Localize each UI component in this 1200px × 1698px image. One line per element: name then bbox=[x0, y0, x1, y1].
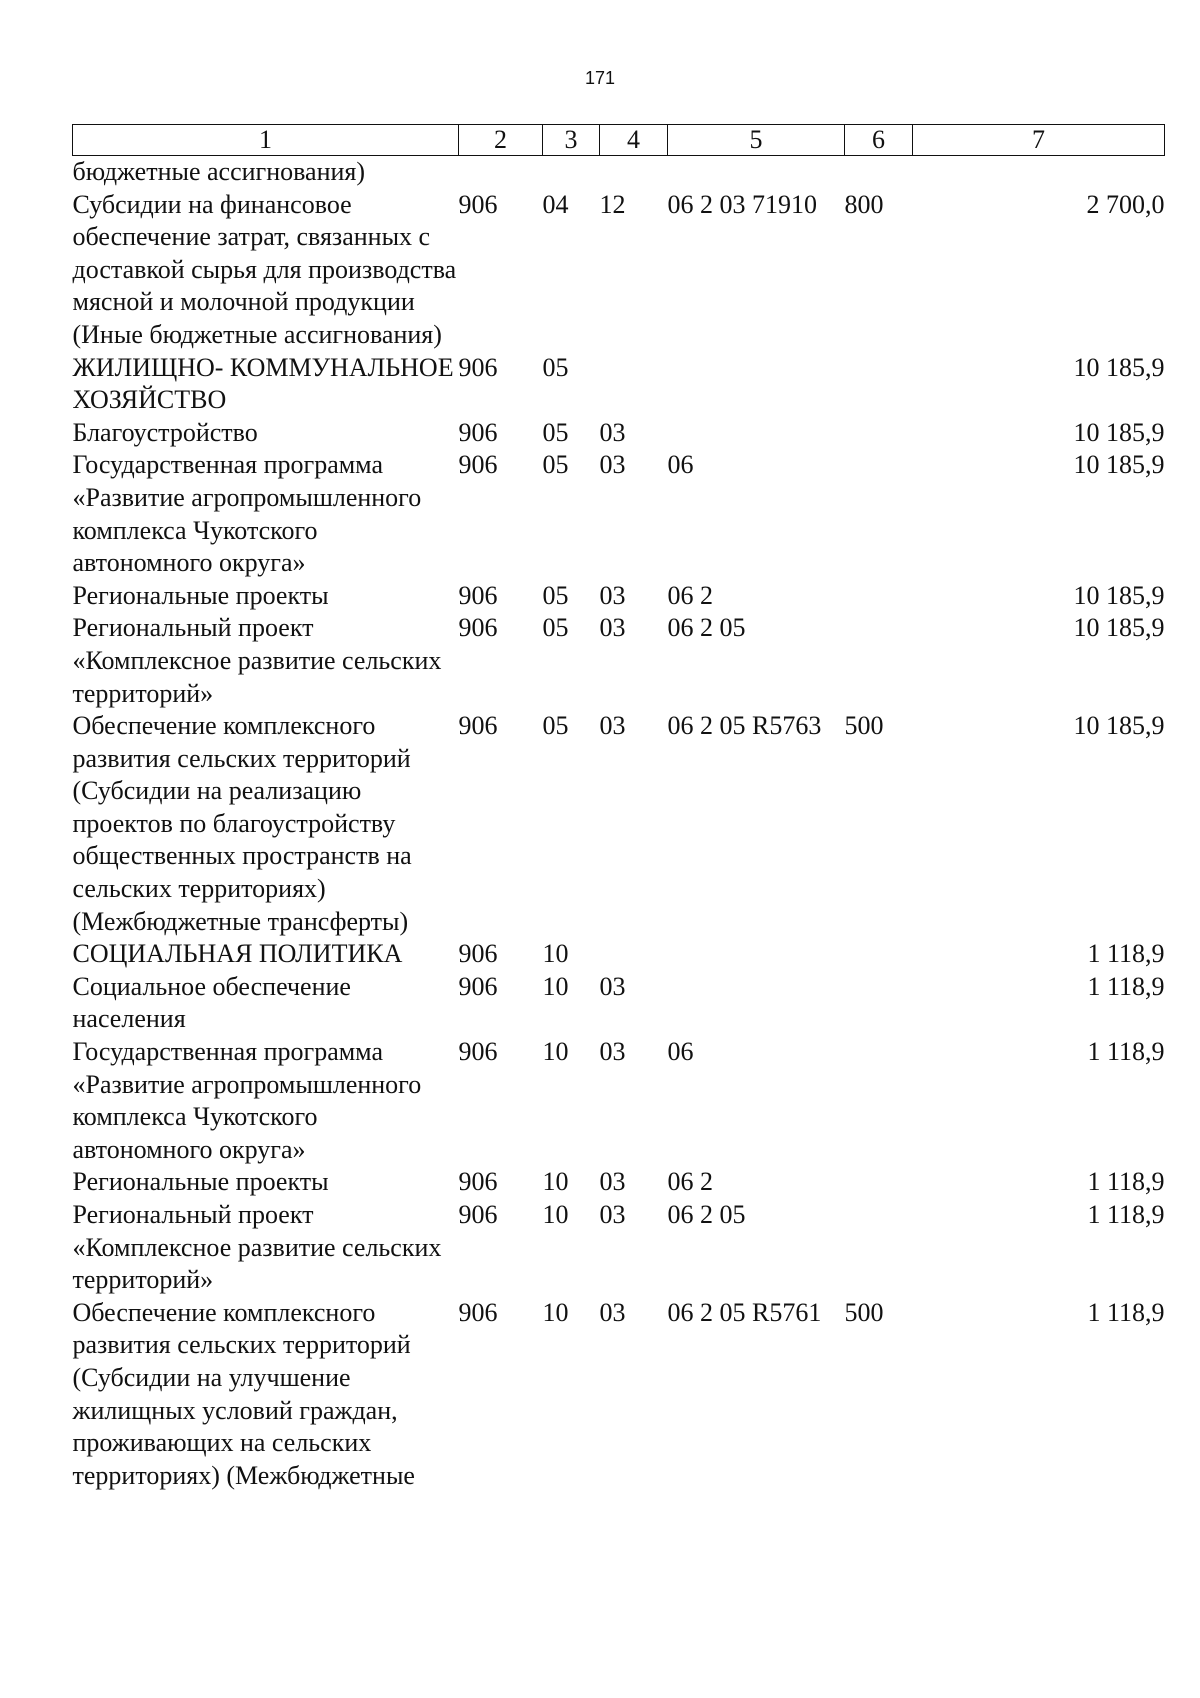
target-article-code-cell bbox=[668, 156, 845, 189]
table-row bbox=[73, 612, 1165, 710]
target-article-code-cell bbox=[668, 938, 845, 971]
target-article-code-cell: 06 2 bbox=[667, 1167, 713, 1197]
section-code-cell: 10 bbox=[542, 1200, 569, 1229]
section-code-cell: 05 bbox=[542, 352, 569, 382]
table-row bbox=[73, 189, 1165, 352]
column-header: 1 bbox=[73, 125, 459, 156]
section-code-cell: 10 bbox=[542, 971, 569, 1001]
admin-code-cell: 906 bbox=[458, 1200, 498, 1229]
expense-type-code-cell: 800 bbox=[844, 189, 884, 219]
expense-type-code-cell bbox=[845, 971, 913, 1036]
table-row bbox=[73, 417, 1165, 450]
expense-type-code-cell bbox=[845, 156, 913, 189]
column-header: 2 bbox=[459, 125, 543, 156]
table-row bbox=[73, 971, 1165, 1036]
expense-type-code-cell bbox=[845, 449, 913, 579]
amount-cell: 1 118,9 bbox=[1087, 1037, 1165, 1067]
item-name-cell: Региональные проекты bbox=[72, 580, 329, 610]
expense-type-code-cell bbox=[845, 1199, 913, 1297]
amount-cell: 1 118,9 bbox=[1087, 1200, 1165, 1229]
section-code-cell bbox=[543, 156, 600, 189]
target-article-code-cell bbox=[668, 352, 845, 417]
item-name-cell: Субсидии на финансовое обеспечение затрат, связанных с доставкой сырья для производства мясной и молочной продукции (Иные бюджетные ассигнования) bbox=[72, 189, 457, 349]
section-code-cell: 10 bbox=[542, 1297, 569, 1327]
table-row bbox=[73, 156, 1165, 189]
amount-cell: 10 185,9 bbox=[1073, 613, 1165, 643]
section-code-cell: 05 bbox=[542, 711, 569, 741]
expense-type-code-cell bbox=[845, 1166, 913, 1199]
amount-cell: 1 118,9 bbox=[1087, 1167, 1165, 1197]
amount-cell: 10 185,9 bbox=[1073, 711, 1165, 741]
section-code-cell: 10 bbox=[542, 1037, 569, 1067]
column-header: 4 bbox=[600, 125, 668, 156]
section-code-cell: 10 bbox=[542, 939, 569, 969]
subsection-code-cell: 03 bbox=[599, 1167, 626, 1197]
admin-code-cell: 906 bbox=[458, 1037, 498, 1067]
table-row bbox=[73, 1036, 1165, 1166]
target-article-code-cell: 06 2 05 bbox=[667, 613, 746, 643]
admin-code-cell: 906 bbox=[458, 189, 498, 219]
admin-code-cell: 906 bbox=[458, 711, 498, 741]
item-name-cell: ЖИЛИЩНО- КОММУНАЛЬНОЕ ХОЗЯЙСТВО bbox=[72, 352, 454, 415]
subsection-code-cell: 03 bbox=[599, 1037, 626, 1067]
item-name-cell: Обеспечение комплексного развития сельских территорий (Субсидии на улучшение жилищных условий граждан, проживающих на сельских территориях) (Межбюджетные bbox=[72, 1297, 415, 1490]
item-name-cell: Благоустройство bbox=[72, 417, 258, 447]
admin-code-cell: 906 bbox=[458, 417, 498, 447]
subsection-code-cell: 03 bbox=[599, 417, 626, 447]
item-name-cell: Региональный проект «Комплексное развитие сельских территорий» bbox=[72, 613, 442, 708]
item-name-cell: Региональные проекты bbox=[72, 1167, 329, 1197]
admin-code-cell bbox=[459, 156, 543, 189]
item-name-cell: Обеспечение комплексного развития сельских территорий (Субсидии на реализацию проектов по благоустройству общественных пространств на сельских территориях) (Межбюджетные трансферты) bbox=[72, 711, 412, 936]
section-code-cell: 05 bbox=[542, 450, 569, 480]
expense-type-code-cell bbox=[845, 417, 913, 450]
table-row bbox=[73, 1297, 1165, 1493]
amount-cell: 10 185,9 bbox=[1073, 580, 1165, 610]
column-header: 7 bbox=[913, 125, 1165, 156]
subsection-code-cell: 03 bbox=[599, 711, 626, 741]
subsection-code-cell bbox=[600, 352, 668, 417]
item-name-cell: Социальное обеспечение населения bbox=[72, 971, 351, 1034]
subsection-code-cell: 03 bbox=[599, 1297, 626, 1327]
table-row bbox=[73, 1166, 1165, 1199]
admin-code-cell: 906 bbox=[458, 1167, 498, 1197]
admin-code-cell: 906 bbox=[458, 352, 498, 382]
amount-cell bbox=[913, 156, 1165, 189]
table-row bbox=[73, 580, 1165, 613]
admin-code-cell: 906 bbox=[458, 450, 498, 480]
admin-code-cell: 906 bbox=[458, 939, 498, 969]
subsection-code-cell: 03 bbox=[599, 450, 626, 480]
expense-type-code-cell bbox=[845, 352, 913, 417]
subsection-code-cell bbox=[600, 938, 668, 971]
subsection-code-cell: 03 bbox=[599, 1200, 626, 1229]
subsection-code-cell: 03 bbox=[599, 580, 626, 610]
table-row bbox=[73, 1199, 1165, 1297]
column-header: 6 bbox=[845, 125, 913, 156]
expense-type-code-cell: 500 bbox=[844, 1297, 884, 1327]
item-name-cell: Региональный проект «Комплексное развитие сельских территорий» bbox=[72, 1200, 442, 1295]
expense-type-code-cell bbox=[845, 580, 913, 613]
amount-cell: 1 118,9 bbox=[1087, 939, 1165, 969]
expense-type-code-cell bbox=[845, 1036, 913, 1166]
section-code-cell: 05 bbox=[542, 417, 569, 447]
table-row bbox=[73, 449, 1165, 579]
item-name-cell: Государственная программа «Развитие агропромышленного комплекса Чукотского автономного округа» bbox=[72, 450, 422, 578]
target-article-code-cell: 06 2 03 71910 bbox=[667, 189, 817, 219]
expense-type-code-cell bbox=[845, 938, 913, 971]
amount-cell: 10 185,9 bbox=[1073, 417, 1165, 447]
amount-cell: 1 118,9 bbox=[1087, 971, 1165, 1001]
target-article-code-cell: 06 2 05 R5763 bbox=[667, 711, 822, 741]
amount-cell: 2 700,0 bbox=[1086, 189, 1165, 219]
page-number: 171 bbox=[584, 68, 616, 88]
target-article-code-cell: 06 bbox=[667, 450, 694, 480]
amount-cell: 10 185,9 bbox=[1073, 352, 1165, 382]
column-header: 5 bbox=[668, 125, 845, 156]
target-article-code-cell bbox=[668, 417, 845, 450]
section-code-cell: 10 bbox=[542, 1167, 569, 1197]
expense-type-code-cell: 500 bbox=[844, 711, 884, 741]
target-article-code-cell bbox=[668, 971, 845, 1036]
target-article-code-cell: 06 2 05 R5761 bbox=[667, 1297, 822, 1327]
item-name-cell: бюджетные ассигнования) bbox=[72, 157, 366, 186]
amount-cell: 10 185,9 bbox=[1073, 450, 1165, 480]
budget-rows bbox=[73, 156, 1165, 1493]
subsection-code-cell: 03 bbox=[599, 971, 626, 1001]
item-name-cell: Государственная программа «Развитие агропромышленного комплекса Чукотского автономного округа» bbox=[72, 1037, 422, 1164]
column-number-header-row bbox=[73, 125, 1165, 156]
subsection-code-cell bbox=[600, 156, 668, 189]
target-article-code-cell: 06 2 bbox=[667, 580, 713, 610]
subsection-code-cell: 12 bbox=[599, 189, 626, 219]
section-code-cell: 05 bbox=[542, 613, 569, 643]
table-row bbox=[73, 352, 1165, 417]
item-name-cell: СОЦИАЛЬНАЯ ПОЛИТИКА bbox=[72, 939, 403, 969]
admin-code-cell: 906 bbox=[458, 580, 498, 610]
target-article-code-cell: 06 bbox=[667, 1037, 694, 1067]
subsection-code-cell: 03 bbox=[599, 613, 626, 643]
column-header: 3 bbox=[543, 125, 600, 156]
budget-table bbox=[72, 124, 1165, 1492]
table-row bbox=[73, 710, 1165, 938]
amount-cell: 1 118,9 bbox=[1087, 1297, 1165, 1327]
admin-code-cell: 906 bbox=[458, 971, 498, 1001]
section-code-cell: 04 bbox=[542, 189, 569, 219]
admin-code-cell: 906 bbox=[458, 1297, 498, 1327]
admin-code-cell: 906 bbox=[458, 613, 498, 643]
target-article-code-cell: 06 2 05 bbox=[667, 1200, 746, 1229]
table-row bbox=[73, 938, 1165, 971]
section-code-cell: 05 bbox=[542, 580, 569, 610]
expense-type-code-cell bbox=[845, 612, 913, 710]
